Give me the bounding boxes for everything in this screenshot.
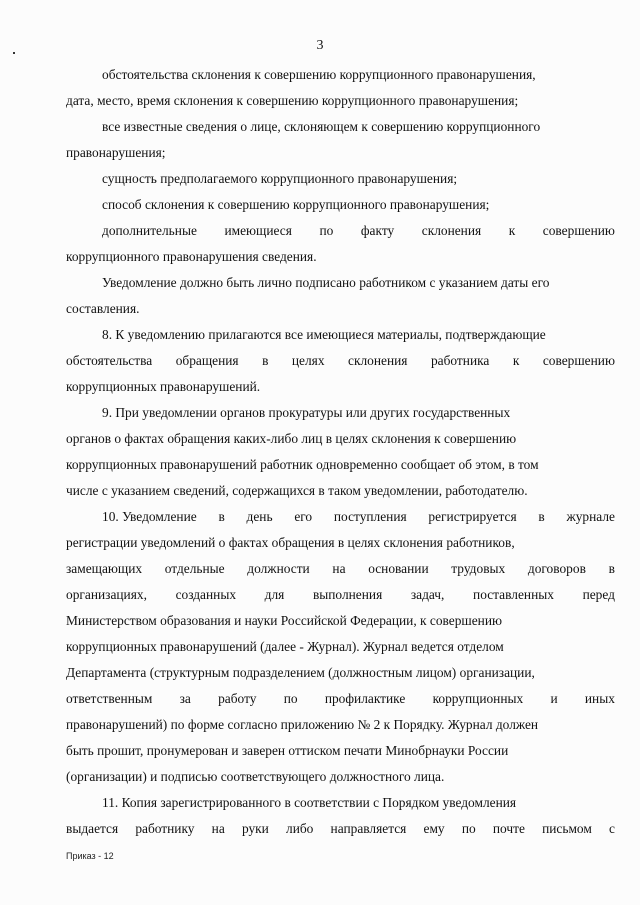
- text-line: [102, 504, 615, 530]
- word: почте: [492, 821, 525, 836]
- word: на: [211, 821, 225, 836]
- word: за: [179, 691, 191, 706]
- text-line: сущность предполагаемого коррупционного правонарушения;: [102, 171, 458, 186]
- word: трудовых: [451, 561, 506, 576]
- word: работника: [430, 353, 490, 368]
- text-line: коррупционных правонарушений (далее - Журнал). Журнал ведется отделом: [66, 639, 504, 654]
- word: к: [508, 223, 516, 238]
- word: направляется: [330, 821, 407, 836]
- word: регистрируется: [428, 509, 517, 524]
- word: склонения: [348, 353, 408, 368]
- word: либо: [286, 821, 314, 836]
- word: поставленных: [473, 587, 554, 602]
- word: иных: [584, 691, 615, 706]
- word: в: [218, 509, 225, 524]
- word: письмом: [542, 821, 592, 836]
- text-line: (организации) и подписью соответствующего должностного лица.: [66, 769, 445, 784]
- word: 10. Уведомление: [102, 509, 197, 524]
- text-line: Департамента (структурным подразделением (должностным лицом) организации,: [66, 665, 535, 680]
- word: основании: [368, 561, 429, 576]
- word: выполнения: [312, 587, 383, 602]
- text-line: дата, место, время склонения к совершению коррупционного правонарушения;: [66, 93, 519, 108]
- word: обстоятельства: [66, 353, 153, 368]
- word: по: [461, 821, 476, 836]
- word: работнику: [135, 821, 195, 836]
- footer-doc-code: Приказ - 12: [66, 851, 114, 861]
- text-line: [66, 816, 615, 842]
- text-line: [66, 556, 615, 582]
- word: договоров: [527, 561, 586, 576]
- word: и: [550, 691, 558, 706]
- word: работу: [218, 691, 257, 706]
- page-number: 3: [316, 38, 324, 53]
- word: замещающих: [66, 561, 143, 576]
- text-line: правонарушений) по форме согласно приложению № 2 к Порядку. Журнал должен: [66, 717, 539, 732]
- word: коррупционных: [432, 691, 524, 706]
- text-line: 11. Копия зарегистрированного в соответствии с Порядком уведомления: [102, 795, 517, 810]
- word: профилактике: [324, 691, 406, 706]
- text-line: [102, 218, 615, 244]
- word: для: [264, 587, 285, 602]
- word: поступления: [333, 509, 407, 524]
- text-line: [66, 582, 615, 608]
- word: ответственным: [66, 691, 153, 706]
- word: руки: [241, 821, 269, 836]
- word: совершению: [542, 353, 615, 368]
- word: созданных: [175, 587, 237, 602]
- text-line: числе с указанием сведений, содержащихся в таком уведомлении, работодателю.: [66, 483, 528, 498]
- text-line: 9. При уведомлении органов прокуратуры или других государственных: [102, 405, 511, 420]
- word: отдельные: [164, 561, 225, 576]
- text-line: правонарушения;: [66, 145, 166, 160]
- text-line: обстоятельства склонения к совершению коррупционного правонарушения,: [102, 67, 536, 82]
- word: ему: [423, 821, 445, 836]
- word: должности: [247, 561, 310, 576]
- word: к: [512, 353, 520, 368]
- text-line: [66, 348, 615, 374]
- text-line: Министерством образования и науки Российской Федерации, к совершению: [66, 613, 503, 628]
- word: на: [332, 561, 346, 576]
- text-line: составления.: [66, 301, 140, 316]
- word: выдается: [66, 821, 119, 836]
- text-line: органов о фактах обращения каких-либо лиц в целях склонения к совершению: [66, 431, 517, 446]
- text-line: 8. К уведомлению прилагаются все имеющиеся материалы, подтверждающие: [102, 327, 546, 342]
- word: журнале: [566, 509, 615, 524]
- text-line: способ склонения к совершению коррупционного правонарушения;: [102, 197, 490, 212]
- text-line: регистрации уведомлений о фактах обращения в целях склонения работников,: [66, 535, 515, 550]
- text-line: коррупционных правонарушений.: [66, 379, 261, 394]
- word: по: [319, 223, 334, 238]
- text-line: Уведомление должно быть лично подписано работником с указанием даты его: [102, 275, 550, 290]
- word: имеющиеся: [224, 223, 292, 238]
- text-line: быть прошит, пронумерован и заверен оттиском печати Минобрнауки России: [66, 743, 509, 758]
- word: по: [283, 691, 298, 706]
- text-line: коррупционных правонарушений работник одновременно сообщает об этом, в том: [66, 457, 539, 472]
- text-line: [66, 686, 615, 712]
- word: в: [262, 353, 269, 368]
- word: организациях,: [66, 587, 147, 602]
- word: в: [608, 561, 615, 576]
- word: целях: [291, 353, 325, 368]
- text-line: все известные сведения о лице, склоняющем к совершению коррупционного: [102, 119, 541, 134]
- word: задач,: [410, 587, 445, 602]
- word: перед: [582, 587, 615, 602]
- text-line: коррупционного правонарушения сведения.: [66, 249, 317, 264]
- word: с: [609, 821, 615, 836]
- word: факту: [360, 223, 395, 238]
- word: обращения: [175, 353, 239, 368]
- word: в: [538, 509, 545, 524]
- word: совершению: [542, 223, 615, 238]
- word: его: [294, 509, 313, 524]
- word: дополнительные: [102, 223, 197, 238]
- word: день: [246, 509, 273, 524]
- word: склонения: [421, 223, 482, 238]
